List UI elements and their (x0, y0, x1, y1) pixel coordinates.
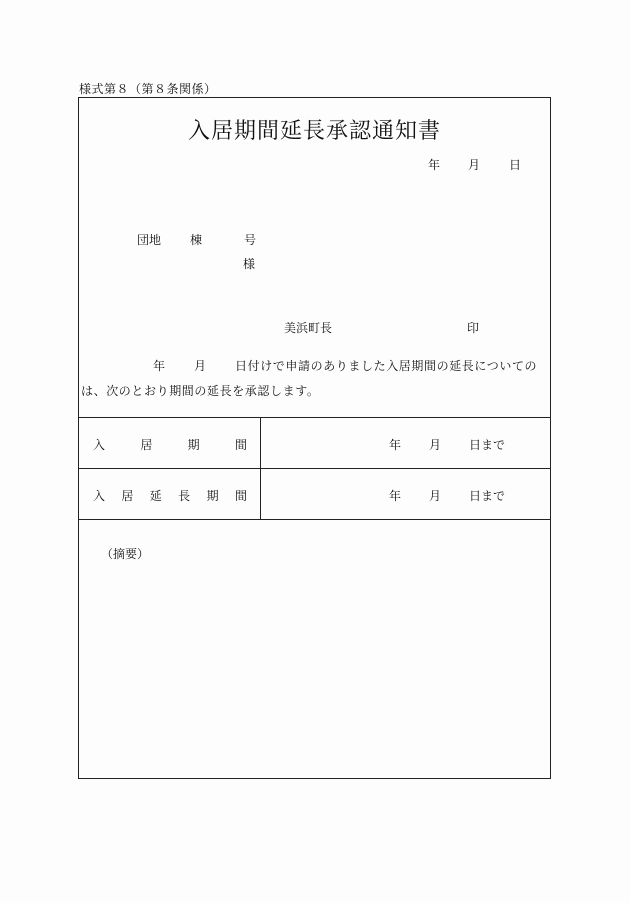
body-line1-text: 日付けで申請のありました入居期間の延長についての (235, 359, 538, 373)
label-char: 間 (234, 438, 247, 452)
row-1-year: 年 (389, 438, 402, 452)
label-char: 長 (178, 489, 191, 503)
table-column-divider (260, 417, 261, 519)
body-year: 年 (153, 359, 166, 373)
label-char: 入 (93, 489, 106, 503)
table-top-border (79, 417, 550, 418)
date-month: 月 (468, 158, 481, 172)
issuer-title: 美浜町長 (284, 321, 333, 335)
label-char: 延 (149, 489, 162, 503)
label-char: 居 (121, 489, 134, 503)
label-char: 間 (234, 489, 247, 503)
date-day: 日 (509, 158, 522, 172)
row-2-year: 年 (389, 489, 402, 503)
row-2-label (93, 487, 247, 504)
label-char: 居 (140, 438, 153, 452)
body-line2-text: は、次のとおり期間の延長を承認します。 (81, 384, 320, 398)
form-number-label: 様式第８（第８条関係） (79, 82, 217, 96)
label-char: 入 (93, 438, 106, 452)
notice-form-frame (78, 97, 551, 779)
addressee-building: 棟 (190, 233, 203, 247)
label-char: 期 (187, 438, 200, 452)
table-row-divider (79, 468, 550, 469)
row-1-month: 月 (429, 438, 442, 452)
addressee-honorific: 様 (243, 257, 256, 271)
row-1-until: 日まで (469, 438, 506, 452)
date-year: 年 (428, 158, 441, 172)
row-2-month: 月 (429, 489, 442, 503)
issuer-seal: 印 (467, 321, 480, 335)
body-month: 月 (194, 359, 207, 373)
addressee-unit: 号 (244, 233, 257, 247)
addressee-danchi: 団地 (137, 233, 162, 247)
label-char: 期 (206, 489, 219, 503)
summary-label: （摘要） (101, 547, 150, 561)
table-bottom-border (79, 519, 550, 520)
row-2-until: 日まで (469, 489, 506, 503)
row-1-label (93, 436, 247, 453)
document-title: 入居期間延長承認通知書 (187, 119, 441, 144)
